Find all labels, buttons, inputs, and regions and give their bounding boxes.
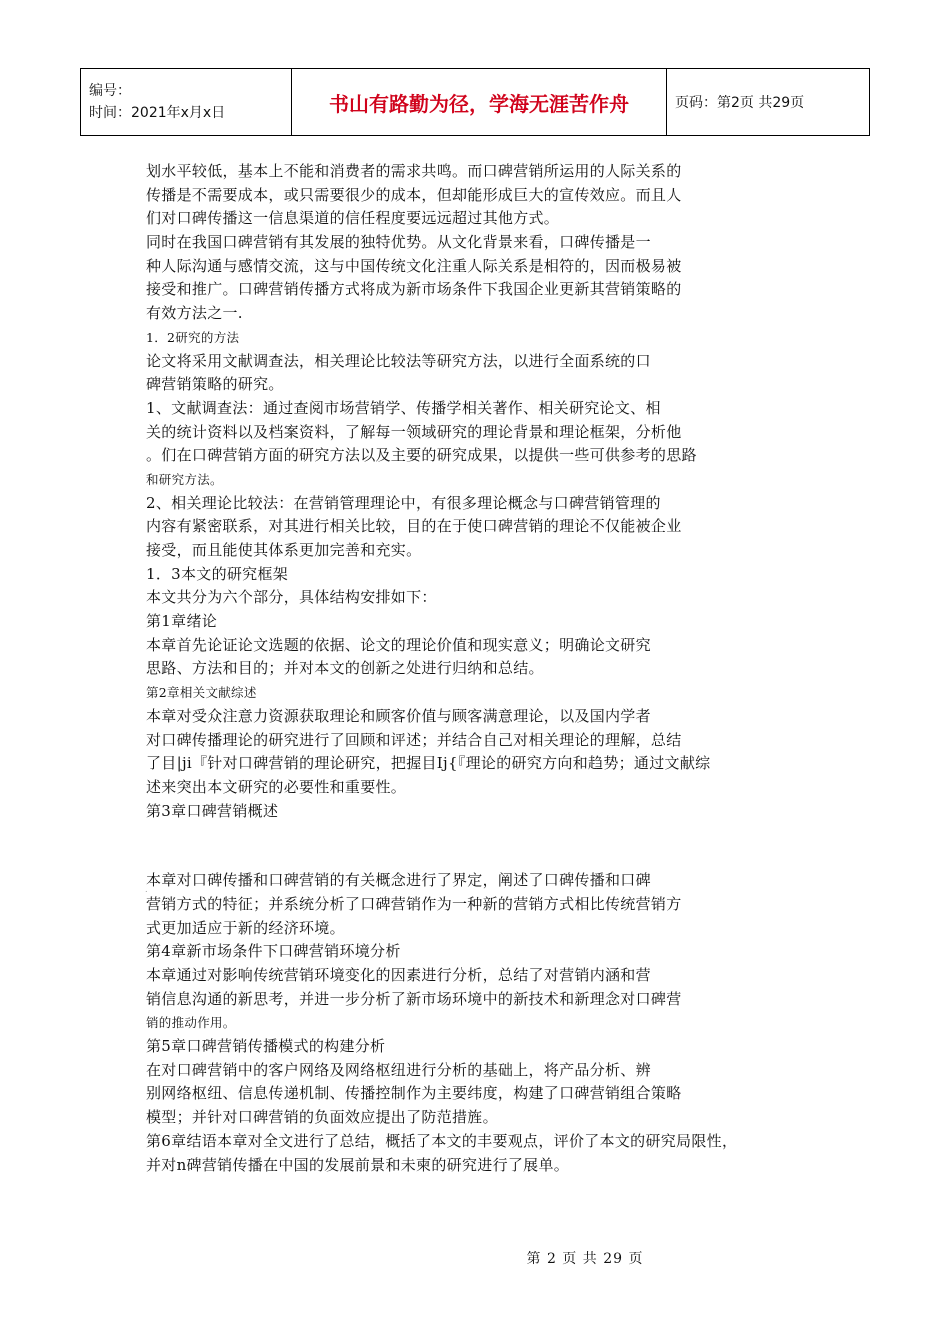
header-left-cell xyxy=(81,69,292,136)
text-line: 1、文献调查法：通过查阅市场营销学、传播学相关著作、相关研究论文、相 xyxy=(146,398,661,417)
text-line: 1．3本文的研究框架 xyxy=(146,564,289,583)
text-line: 内容有紧密联系，对其进行相关比较，目的在于使口碑营销的理论不仅能被企业 xyxy=(146,517,682,536)
text-line: 本章通过对影响传统营销环境变化的因素进行分析，总结了对营销内涵和营 xyxy=(146,966,651,984)
text-line: 销信息沟通的新思考，并进一步分析了新市场环境中的新技术和新理念对口碑营 xyxy=(146,989,682,1008)
header-table xyxy=(80,68,870,136)
footer-page-number: 第 2 页 共 29 页 xyxy=(526,1251,644,1267)
text-line: 营销方式的特征；并系统分析了口碑营销作为一种新的营销方式相比传统营销方 xyxy=(146,894,682,913)
body-section-bottom xyxy=(146,869,796,1177)
document-number-label: 编号： xyxy=(89,83,131,99)
stray-mark: . xyxy=(145,885,148,894)
text-line: 思路、方法和目的；并对本文的创新之处进行归纳和总结。 xyxy=(146,659,544,678)
text-line: 有效方法之一. xyxy=(146,304,243,323)
text-line: 并对n碑营销传播在中国的发展前景和未柬的研究进行了展单。 xyxy=(146,1155,570,1174)
text-line: 第3章口碑营销概述 xyxy=(146,801,279,820)
text-line: 1．2研究的方法 xyxy=(146,329,240,345)
text-line: 第4章新市场条件下口碑营销环境分析 xyxy=(146,942,401,961)
header-motto: 书山有路勤为径，学海无涯苦作舟 xyxy=(292,69,667,136)
text-line: 第6章结语本章对全文进行了总结，概括了本文的丰要观点，评价了本文的研究局限性， xyxy=(146,1131,738,1150)
text-line: 们对口碑传播这一信息渠道的信任程度要远远超过其他方式。 xyxy=(146,209,560,228)
document-date-label: 时间：2021年x月x日 xyxy=(89,105,226,121)
text-line: 式更加适应于新的经济环境。 xyxy=(146,918,345,937)
text-line: 关的统计资料以及档案资料，了解每一领域研究的理论背景和理论框架，分析他 xyxy=(146,422,682,441)
text-line: 碑营销策略的研究。 xyxy=(146,375,284,394)
text-line: 模型；并针对口碑营销的负面效应提出了防范措旌。 xyxy=(146,1108,498,1127)
text-line: 本章对受众注意力资源获取理论和顾客价值与顾客满意理论，以及国内学者 xyxy=(146,706,651,725)
header-page-info: 页码：第2页 共29页 xyxy=(667,69,870,136)
page-footer xyxy=(0,1248,950,1268)
text-line: 述来突出本文研究的必要性和重要性。 xyxy=(146,777,407,796)
text-line: 接受和推广。口碑营销传播方式将成为新市场条件下我国企业更新其营销策略的 xyxy=(146,280,682,299)
text-line: 本章首先论证论文选题的依据、论文的理论价值和现实意义；明确论文研究 xyxy=(146,635,651,654)
text-line: 第1章绪论 xyxy=(146,612,218,631)
text-line: 在对口碑营销中的客户网络及网络枢纽进行分析的基础上，将产品分析、辨 xyxy=(146,1060,651,1079)
text-line: 本文共分为六个部分，具体结构安排如下： xyxy=(146,588,437,607)
text-line: 划水平较低，基本上不能和消费者的需求共鸣。而口碑营销所运用的人际关系的 xyxy=(146,162,682,180)
text-line: 2、相关理论比较法：在营销管理理论中，有很多理论概念与口碑营销管理的 xyxy=(146,493,661,512)
text-line: 种人际沟通与感情交流，这与中国传统文化注重人际关系是相符的，因而极易被 xyxy=(146,256,682,275)
text-line: 接受，而且能使其体系更加完善和充实。 xyxy=(146,541,422,559)
body-section-top xyxy=(146,160,796,823)
text-line: 论文将采用文献调查法，相关理论比较法等研究方法，以进行全面系统的口 xyxy=(146,351,651,370)
text-line: 同时在我国口碑营销有其发展的独特优势。从文化背景来看，口碑传播是一 xyxy=(146,233,651,252)
text-line: 了目|ji『针对口碑营销的理论研究，把握目Ij{『理论的研究方向和趋势；通过文献综 xyxy=(146,754,711,773)
section-gap xyxy=(146,823,796,869)
text-line: 第2章相关文献综述 xyxy=(146,685,257,701)
text-line: 传播是不需要成本，或只需要很少的成本，但却能形成巨大的宣传效应。而且人 xyxy=(146,185,682,204)
text-line: 销的推动作用。 xyxy=(146,1015,236,1031)
text-line: 第5章口碑营销传播模式的构建分析 xyxy=(146,1037,386,1056)
text-line: 和研究方法。 xyxy=(146,471,223,487)
text-line: 本章对口碑传播和口碑营销的有关概念进行了界定，阐述了口碑传播和口碑 xyxy=(146,871,651,890)
text-line: 别网络枢纽、信息传递机制、传播控制作为主要纬度，构建了口碑营销组合策略 xyxy=(146,1084,682,1103)
document-body xyxy=(146,160,796,1177)
text-line: 对口碑传播理论的研究进行了回顾和评述；并结合自己对相关理论的理解，总结 xyxy=(146,730,682,749)
text-line: 。们在口碑营销方面的研究方法以及主要的研究成果，以提供一些可供参考的思路 xyxy=(146,446,697,465)
